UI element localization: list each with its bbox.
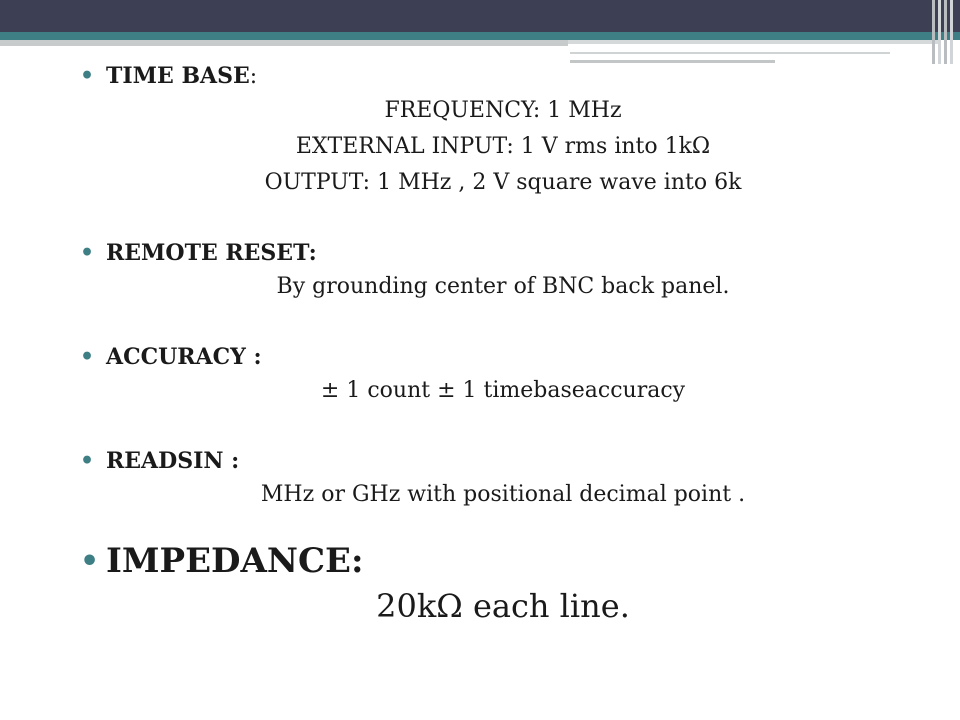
detail-line: FREQUENCY: 1 MHz [384, 98, 622, 123]
section-remote-reset [80, 237, 900, 305]
heading-colon: : [249, 64, 258, 89]
header-band [0, 0, 960, 32]
heading-text: IMPEDANCE: [106, 541, 364, 581]
bullet-icon: • [80, 63, 95, 89]
section-heading [80, 60, 900, 93]
detail-line: EXTERNAL INPUT: 1 V rms into 1kΩ [295, 134, 711, 159]
section-heading [80, 341, 900, 373]
decor-line [570, 52, 890, 54]
bullet-icon: • [80, 448, 95, 474]
detail-line: ± 1 count ± 1 timebaseaccuracy [320, 378, 686, 403]
bullet-icon: • [80, 240, 95, 266]
section-heading [80, 237, 900, 269]
section-heading [80, 539, 900, 583]
decor-bar [0, 40, 568, 46]
heading-text: TIME BASE [106, 63, 250, 89]
detail-line: By grounding center of BNC back panel. [276, 274, 730, 299]
detail-line: OUTPUT: 1 MHz , 2 V square wave into 6k [264, 170, 742, 195]
heading-text: READSIN : [106, 448, 240, 474]
section-readsin [80, 445, 900, 513]
heading-text: REMOTE RESET: [106, 240, 317, 266]
detail-line: MHz or GHz with positional decimal point . [260, 482, 746, 507]
decor-stripes [928, 0, 960, 64]
section-time-base [80, 60, 900, 201]
section-heading [80, 445, 900, 477]
section-impedance [80, 539, 900, 629]
decor-bar [568, 40, 938, 44]
detail-line: 20kΩ each line. [376, 587, 630, 625]
heading-text: ACCURACY : [106, 344, 262, 370]
accent-band [0, 32, 960, 40]
section-accuracy [80, 341, 900, 409]
bullet-icon: • [80, 344, 95, 370]
bullet-icon: • [80, 544, 100, 579]
slide-body [80, 60, 900, 629]
